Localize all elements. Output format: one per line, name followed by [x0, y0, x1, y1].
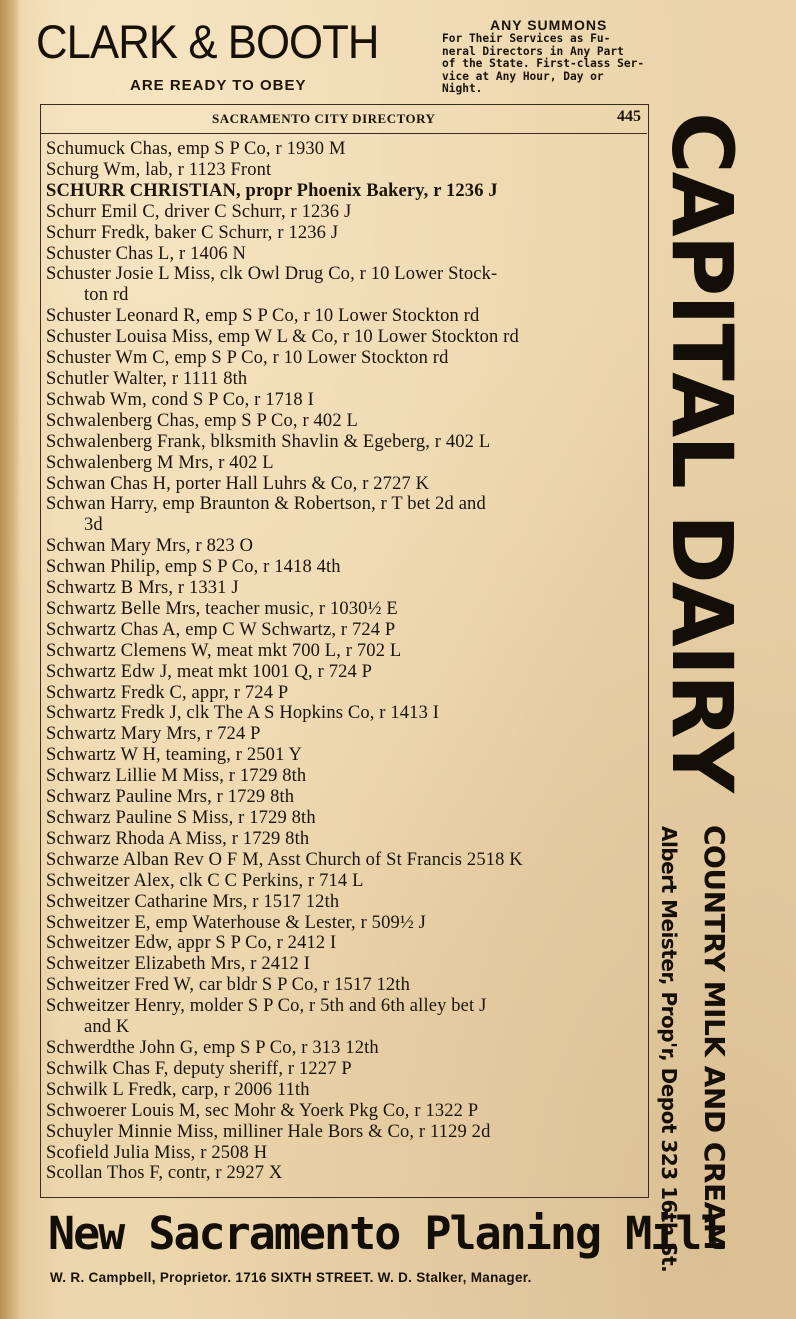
- directory-entry: Schumuck Chas, emp S P Co, r 1930 M: [46, 139, 346, 159]
- directory-entry: Schurg Wm, lab, r 1123 Front: [46, 159, 272, 180]
- directory-entry: Schuster Josie L Miss, clk Owl Drug Co, r 10 Lower Stock-: [46, 264, 498, 285]
- directory-entry: Schwarz Pauline S Miss, r 1729 8th: [46, 808, 316, 828]
- directory-entry: Schwilk Chas F, deputy sheriff, r 1227 P: [46, 1058, 352, 1079]
- directory-entry: Schwartz Chas A, emp C W Schwartz, r 724 P: [46, 619, 396, 640]
- ad-summons-heading: ANY SUMMONS: [490, 17, 608, 33]
- planing-mill-ad-subline: W. R. Campbell, Proprietor. 1716 SIXTH STREET. W. D. Stalker, Manager.: [50, 1270, 532, 1285]
- capital-dairy-title: CAPITAL DAIRY: [653, 112, 751, 791]
- planing-mill-ad-title: New Sacramento Planing Mill: [48, 1207, 726, 1260]
- directory-entry: Schuster Wm C, emp S P Co, r 10 Lower Stockton rd: [46, 348, 449, 369]
- dairy-ad-line2: [650, 826, 686, 1273]
- dairy-ad-milk-cream: COUNTRY MILK AND CREAM: [698, 825, 731, 1251]
- directory-entry: Schutler Walter, r 1111 8th: [46, 368, 248, 389]
- ad-summons-line: of the State. First-class Ser-: [442, 57, 645, 70]
- entry-continuation: 3d: [84, 515, 103, 536]
- page-number: 445: [617, 108, 641, 125]
- directory-entry: Schwartz Fredk C, appr, r 724 P: [46, 682, 289, 703]
- directory-entry: Schweitzer Edw, appr S P Co, r 2412 I: [46, 933, 337, 954]
- directory-entry: Schwerdthe John G, emp S P Co, r 313 12th: [46, 1037, 379, 1058]
- directory-entry: Schuyler Minnie Miss, milliner Hale Bors & Co, r 1129 2d: [46, 1121, 491, 1142]
- directory-entry: Schwartz B Mrs, r 1331 J: [46, 578, 239, 599]
- entry-continuation: ton rd: [84, 285, 129, 306]
- directory-entry: Schuster Chas L, r 1406 N: [46, 243, 247, 264]
- directory-entry: Schwarz Lillie M Miss, r 1729 8th: [46, 766, 307, 787]
- directory-entry: Schwarze Alban Rev O F M, Asst Church of St Francis 2518 K: [46, 849, 523, 870]
- directory-entry: Schwartz Belle Mrs, teacher music, r 1030½ E: [46, 598, 398, 619]
- directory-entry: Schuster Leonard R, emp S P Co, r 10 Lower Stockton rd: [46, 306, 480, 327]
- directory-entry: Schurr Fredk, baker C Schurr, r 1236 J: [46, 222, 339, 243]
- directory-entry: Schwartz W H, teaming, r 2501 Y: [46, 745, 303, 766]
- directory-entry: Schwarz Rhoda A Miss, r 1729 8th: [46, 828, 310, 849]
- directory-entry: Schwilk L Fredk, carp, r 2006 11th: [46, 1079, 310, 1100]
- directory-entry: Schwan Mary Mrs, r 823 O: [46, 536, 254, 557]
- directory-entry: Schwalenberg Frank, blksmith Shavlin & Egeberg, r 402 L: [46, 431, 491, 452]
- ad-summons-line: For Their Services as Fu-: [442, 32, 611, 45]
- directory-entry: Schwan Philip, emp S P Co, r 1418 4th: [46, 557, 341, 578]
- directory-entry: Scollan Thos F, contr, r 2927 X: [46, 1163, 283, 1184]
- ad-brand-name: CLARK & BOOTH: [36, 15, 379, 68]
- directory-entry: Schurr Emil C, driver C Schurr, r 1236 J: [46, 201, 352, 222]
- ad-summons-line: Night.: [442, 82, 483, 95]
- directory-entries: [46, 139, 646, 1184]
- dairy-ad-line1: [690, 825, 736, 1251]
- directory-entry: Schweitzer E, emp Waterhouse & Lester, r 509½ J: [46, 912, 427, 933]
- running-head: [40, 107, 647, 134]
- directory-entry: Schweitzer Fred W, car bldr S P Co, r 1517 12th: [46, 975, 410, 996]
- directory-entry: Schweitzer Elizabeth Mrs, r 2412 I: [46, 954, 311, 975]
- directory-entry: Schwoerer Louis M, sec Mohr & Yoerk Pkg Co, r 1322 P: [46, 1100, 479, 1121]
- running-head-title: SACRAMENTO CITY DIRECTORY: [212, 111, 436, 126]
- ad-tagline: ARE READY TO OBEY: [130, 77, 307, 94]
- directory-entry: Schwalenberg Chas, emp S P Co, r 402 L: [46, 410, 358, 431]
- ad-summons-block: [442, 18, 674, 96]
- directory-entry: Schwalenberg M Mrs, r 402 L: [46, 452, 274, 473]
- directory-entry: Schuster Louisa Miss, emp W L & Co, r 10 Lower Stockton rd: [46, 327, 519, 348]
- directory-entry: Schwab Wm, cond S P Co, r 1718 I: [46, 389, 314, 410]
- directory-entry: Schwartz Clemens W, meat mkt 700 L, r 702 L: [46, 640, 402, 661]
- directory-entry: Schwan Chas H, porter Hall Luhrs & Co, r 2727 K: [46, 473, 430, 494]
- ad-summons-line: vice at Any Hour, Day or: [442, 69, 604, 83]
- capital-dairy-ad: [648, 112, 751, 817]
- clark-booth-ad: [36, 14, 676, 100]
- entry-continuation: and K: [84, 1017, 130, 1038]
- directory-entry: Schwan Harry, emp Braunton & Robertson, r T bet 2d and: [46, 494, 486, 515]
- dairy-ad-proprietor: Albert Meister, Prop'r, Depot 323 16th St.: [657, 826, 681, 1273]
- book-spine-shadow: [0, 0, 20, 1319]
- directory-entry: Schwartz Edw J, meat mkt 1001 Q, r 724 P: [46, 661, 373, 682]
- directory-entry: Scofield Julia Miss, r 2508 H: [46, 1142, 268, 1163]
- directory-entry: Schwartz Fredk J, clk The A S Hopkins Co, r 1413 I: [46, 703, 440, 724]
- ad-summons-line: neral Directors in Any Part: [442, 44, 624, 58]
- directory-entry: Schwarz Pauline Mrs, r 1729 8th: [46, 787, 295, 808]
- directory-entry: Schweitzer Henry, molder S P Co, r 5th and 6th alley bet J: [46, 996, 487, 1017]
- directory-entry: Schwartz Mary Mrs, r 724 P: [46, 724, 261, 745]
- directory-entry: SCHURR CHRISTIAN, propr Phoenix Bakery, r 1236 J: [46, 180, 498, 201]
- directory-entry: Schweitzer Alex, clk C C Perkins, r 714 L: [46, 870, 364, 891]
- directory-entry: Schweitzer Catharine Mrs, r 1517 12th: [46, 891, 340, 912]
